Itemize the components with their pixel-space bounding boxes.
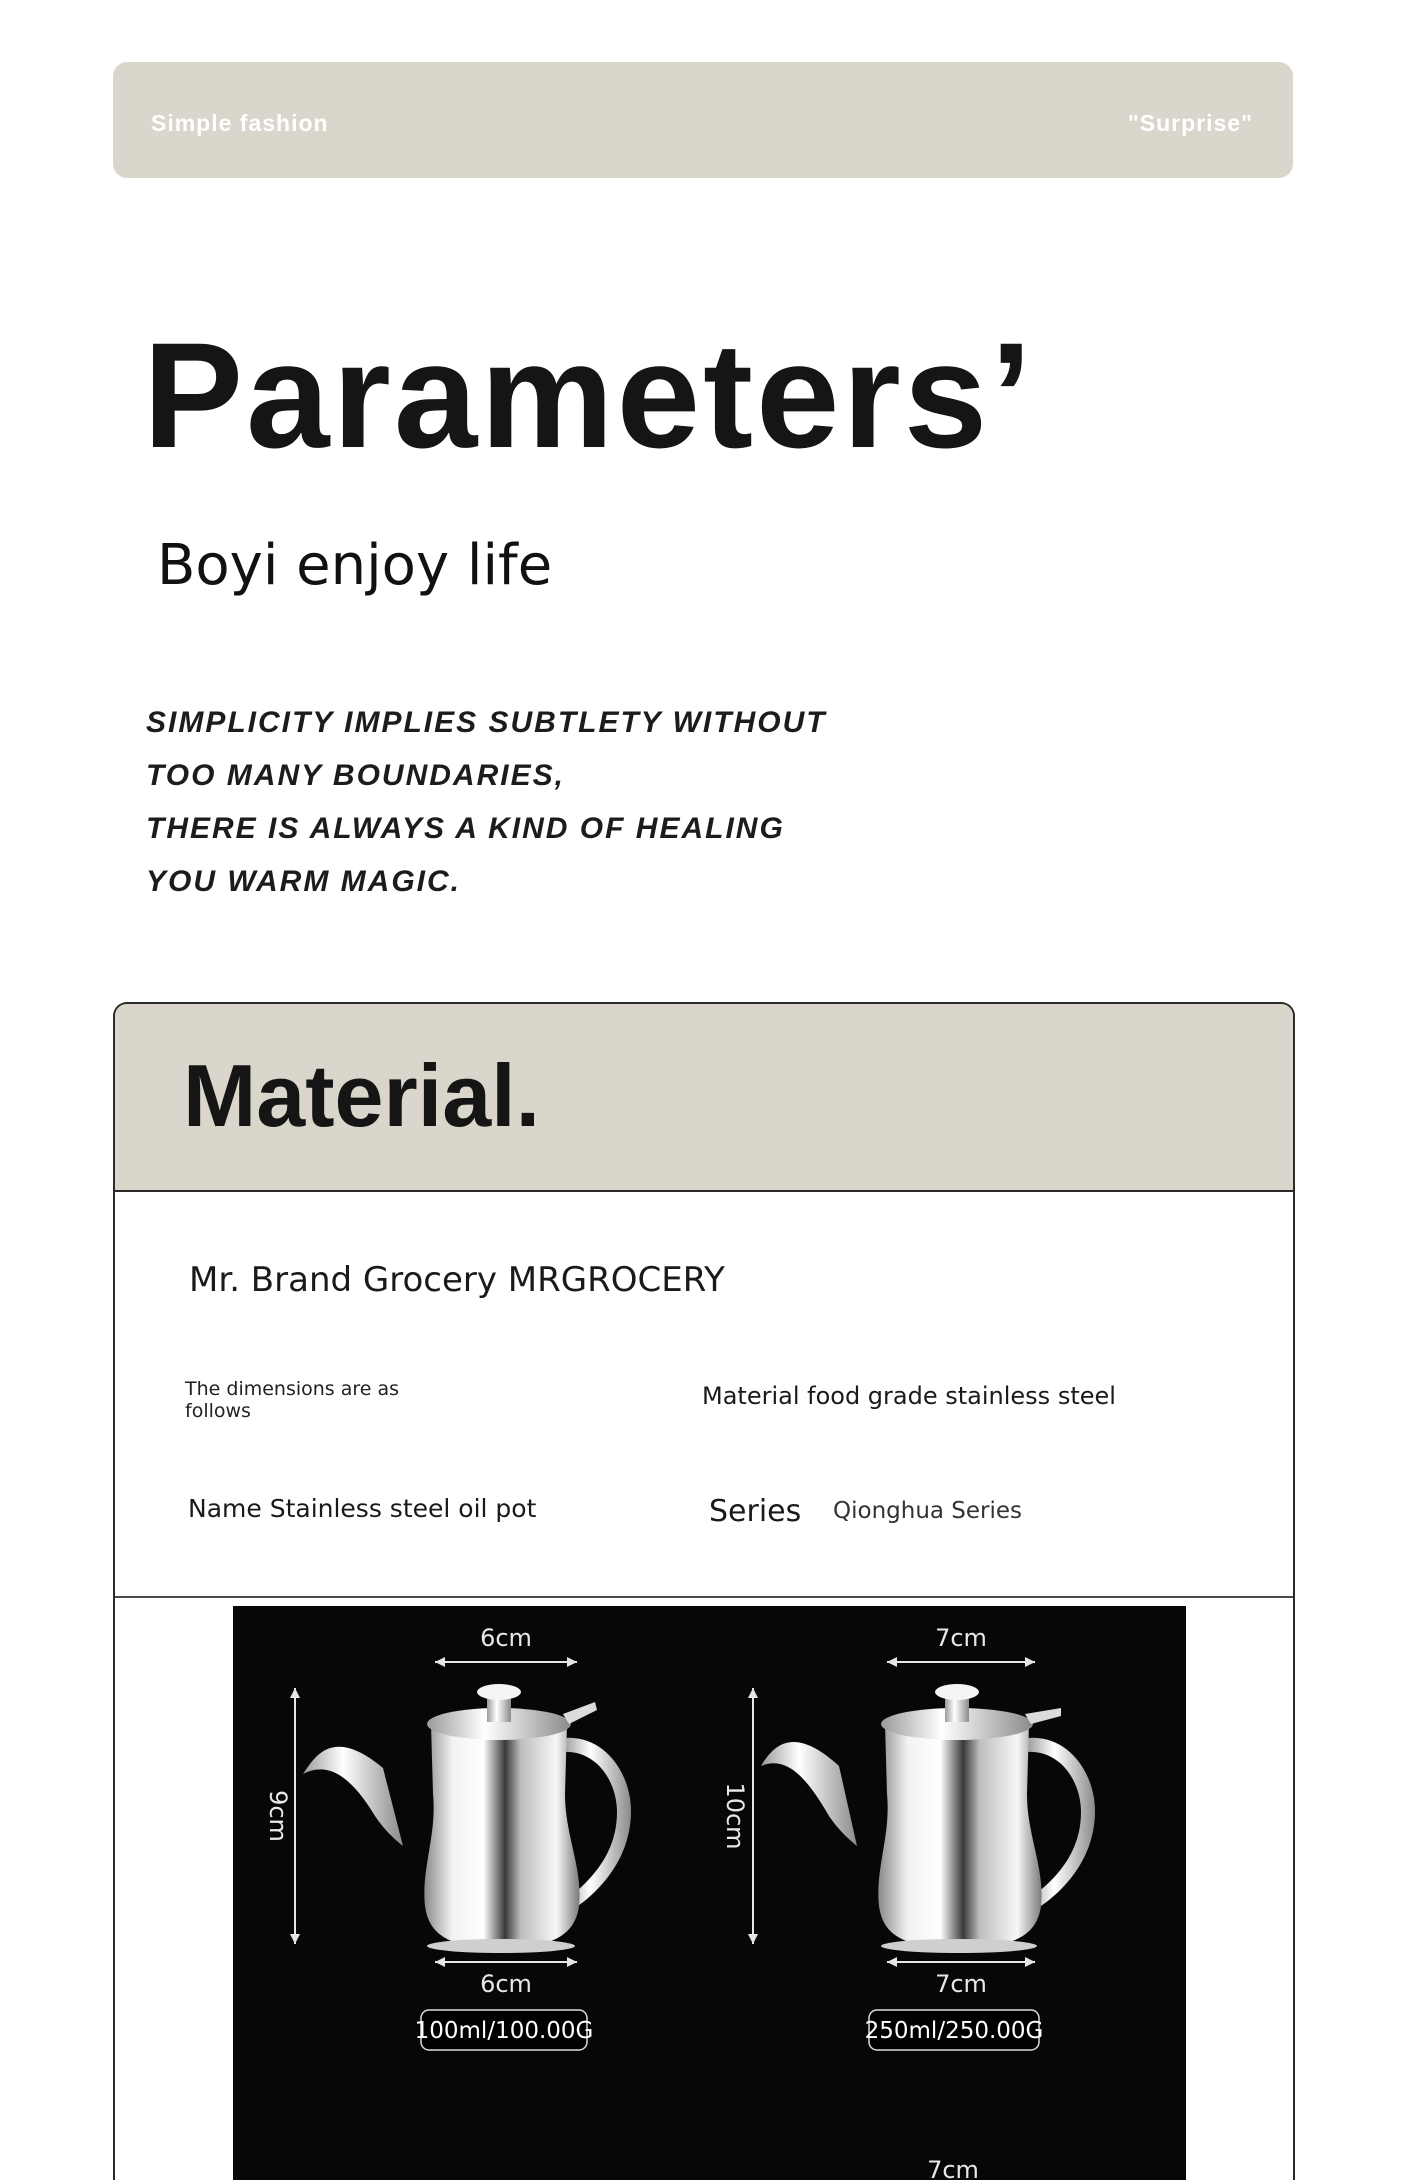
spec-divider [115,1596,1293,1598]
product-photo [233,1606,1186,2180]
series-value: Qionghua Series [833,1498,1023,1524]
dimensions-note: The dimensions are as follows [185,1378,400,1422]
motto-line: YOU WARM MAGIC. [146,865,461,898]
product-name-line: Name Stainless steel oil pot [188,1494,537,1523]
page-headline: Parameters’ [143,311,1035,479]
oil-pot-small [264,1624,631,2050]
page-subheadline: Boyi enjoy life [157,533,553,598]
spec-card-header [115,1004,1293,1192]
pot2-top-width: 7cm [935,1624,987,1652]
spec-card-title: Material. [183,1046,541,1145]
motto-line: TOO MANY BOUNDARIES, [146,759,565,792]
pot1-height: 9cm [264,1790,292,1842]
motto-text [146,696,827,908]
banner-left-text: Simple fashion [151,110,329,136]
material-line: Material food grade stainless steel [702,1382,1116,1410]
spec-card [113,1002,1295,2180]
pot2-capacity: 250ml/250.00G [864,2018,1044,2044]
pot1-top-width: 6cm [480,1624,532,1652]
top-banner [113,62,1293,178]
pot1-bottom-width: 6cm [480,1970,532,1998]
brand-line: Mr. Brand Grocery MRGROCERY [189,1260,725,1300]
product-photo-graphic [233,1606,1186,2180]
series-label: Series [709,1494,802,1529]
pot2-height: 10cm [721,1782,749,1850]
banner-right-text: "Surprise" [1127,110,1253,136]
pot2-bottom-width: 7cm [935,1970,987,1998]
pot1-capacity: 100ml/100.00G [414,2018,594,2044]
partial-dimension-label: 7cm [927,2156,979,2180]
motto-line: SIMPLICITY IMPLIES SUBTLETY WITHOUT [146,706,827,739]
oil-pot-large [721,1624,1095,2050]
motto-line: THERE IS ALWAYS A KIND OF HEALING [146,812,785,845]
